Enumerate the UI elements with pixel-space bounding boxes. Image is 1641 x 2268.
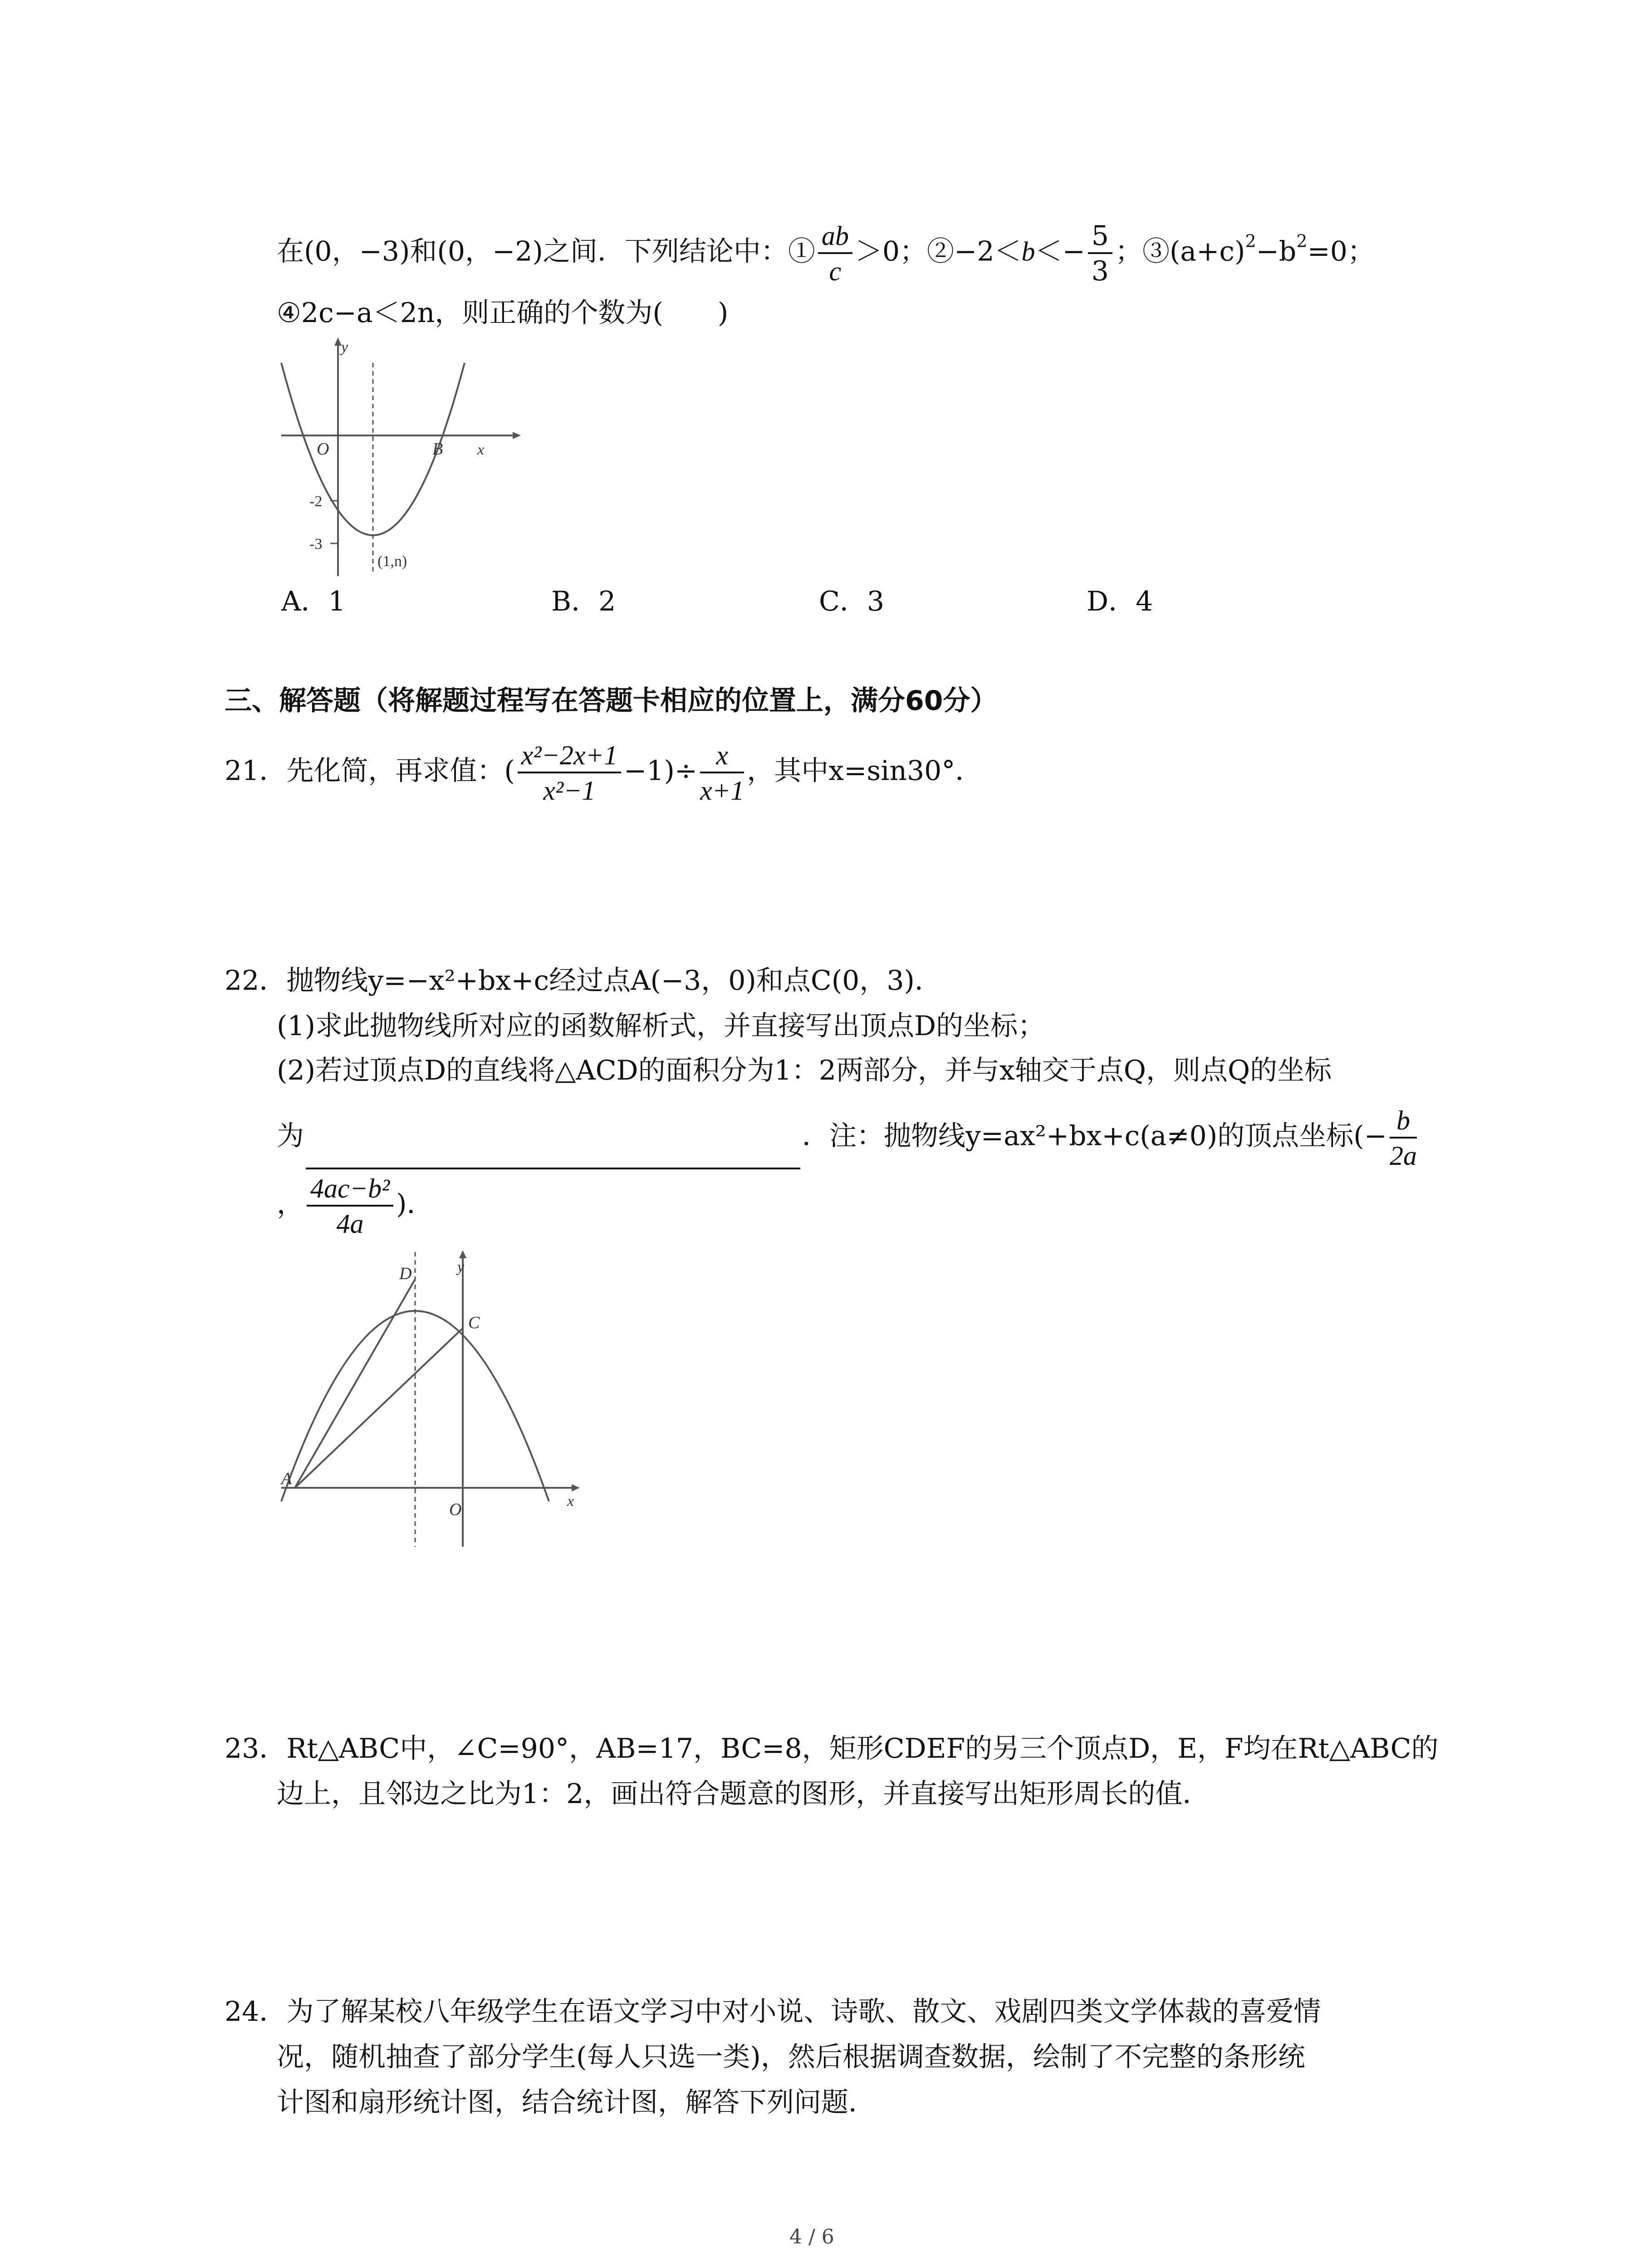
y-axis-arrow-icon [334,337,342,346]
answer-blank[interactable] [306,1142,800,1169]
q24-line1: 24．为了解某校八年级学生在语文学习中对小说、诗歌、散文、戏剧四类文学体裁的喜爱情 [225,1996,1321,2028]
option-d: D．4 [1087,586,1153,617]
label-minus2: -2 [309,493,323,510]
page-number: 4 / 6 [789,2225,834,2248]
label-b: B [432,440,443,459]
q20-sup-1: 2 [1245,231,1256,251]
label-d: D [399,1264,412,1283]
frac-denominator: x+1 [700,776,745,806]
q21 [225,742,982,804]
label-a: A [281,1469,292,1488]
q21-fraction-1 [518,742,621,804]
option-b: B．2 [551,586,616,617]
label-y: y [457,1259,465,1276]
q23-line1: 23．Rt△ABC中，∠C=90°，AB=17，BC=8，矩形CDEF的另三个顶点D，E，F均在Rt△ABC的 [225,1733,1439,1765]
x-axis-arrow-icon [572,1484,580,1491]
label-x: x [567,1493,574,1510]
q21-suffix: ，其中x=sin30°． [747,755,983,787]
option-a: A．1 [281,586,346,617]
frac-numerator: 4ac−b² [307,1175,393,1207]
x-axis-arrow-icon [513,432,521,439]
label-y: y [341,339,348,356]
q20-text-c: ＜− [1035,235,1085,268]
q20-sup-2: 2 [1296,231,1308,251]
label-origin: O [449,1500,462,1519]
q20-fraction-ab-c [818,222,852,285]
q20-text-b: ＞0；②−2＜ [855,235,1022,268]
q22-line5-a: ， [277,1188,304,1220]
q20-parabola-graph [272,336,526,581]
frac-numerator: b [1390,1107,1417,1139]
q20-fraction-5-3 [1088,222,1112,285]
q22-line5 [277,1175,434,1237]
label-vertex: (1,n) [377,553,407,570]
label-x: x [477,441,485,458]
frac-denominator: 3 [1091,255,1109,287]
q21-fraction-2 [700,742,744,804]
q22-fraction-vertex-y [307,1175,393,1237]
frac-denominator: 4a [336,1209,364,1239]
q20-text-a: 在(0，−3)和(0，−2)之间．下列结论中：① [277,235,815,268]
frac-denominator: c [829,256,842,286]
y-axis-arrow-icon [459,1250,466,1258]
q20-var-b: b [1021,236,1035,267]
frac-numerator: ab [818,222,852,254]
q20-text-e: −b [1256,235,1297,268]
segment-ad [295,1279,415,1488]
q23-line2: 边上，且邻边之比为1：2，画出符合题意的图形，并直接写出矩形周长的值． [277,1778,1210,1810]
q22-line3: (2)若过顶点D的直线将△ACD的面积分为1：2两部分，并与x轴交于点Q，则点Q的坐标 [277,1055,1332,1086]
q20-line2: ④2c−a＜2n，则正确的个数为( ) [277,297,729,329]
q22-line4-a: 为 [277,1120,304,1152]
q20-text-d: ；③(a+c) [1115,235,1245,268]
q21-prefix: 21．先化简，再求值：( [225,755,515,787]
option-c: C．3 [819,586,885,617]
q22-line1: 22．抛物线y=−x²+bx+c经过点A(−3，0)和点C(0，3)． [225,965,942,997]
q22-fraction-b-2a [1390,1107,1417,1169]
q20-line1 [277,222,1375,285]
q20-text-f: =0； [1307,235,1375,268]
q22-line4-b: ．注：抛物线y=ax²+bx+c(a≠0)的顶点坐标(− [802,1120,1387,1152]
q24-line3: 计图和扇形统计图，结合统计图，解答下列问题． [277,2087,876,2118]
frac-numerator: 5 [1088,222,1112,254]
label-minus3: -3 [309,536,323,552]
q24-line2: 况，随机抽查了部分学生(每人只选一类)，然后根据调查数据，绘制了不完整的条形统 [277,2041,1305,2073]
q21-mid: −1)÷ [624,755,698,787]
q22-line2: (1)求此抛物线所对应的函数解析式，并直接写出顶点D的坐标； [277,1010,1045,1042]
q22-parabola-graph [272,1247,590,1556]
q22-line5-b: )． [396,1188,434,1220]
frac-numerator: x [700,742,744,773]
label-origin: O [317,440,329,459]
frac-denominator: 2a [1389,1141,1417,1171]
q22-line4 [277,1107,1420,1169]
section-3-heading: 三、解答题（将解题过程写在答题卡相应的位置上，满分60分） [225,685,998,717]
label-c: C [468,1313,480,1332]
frac-denominator: x²−1 [543,776,596,806]
frac-numerator: x²−2x+1 [518,742,621,773]
